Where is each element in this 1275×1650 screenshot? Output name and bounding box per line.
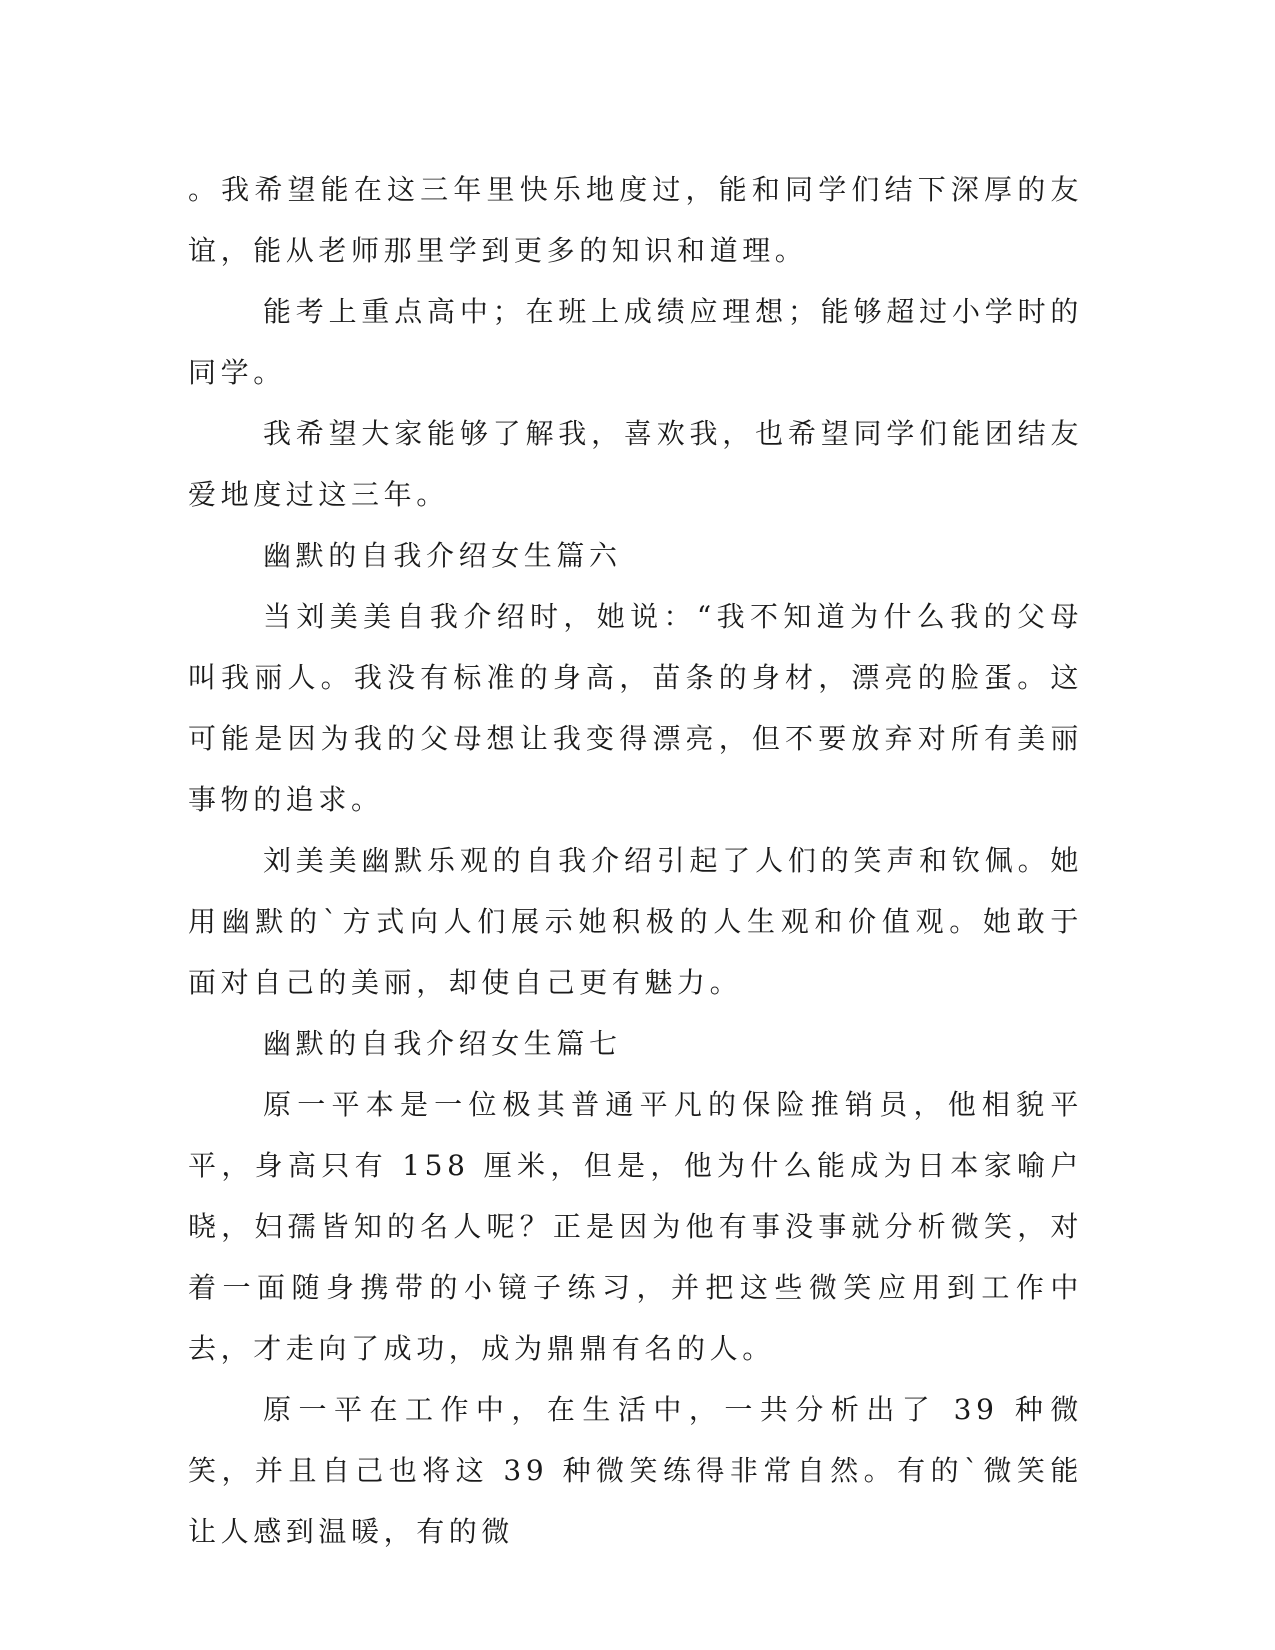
paragraph: 。我希望能在这三年里快乐地度过，能和同学们结下深厚的友谊，能从老师那里学到更多的知识和道理。 bbox=[188, 173, 1083, 267]
section-heading: 幽默的自我介绍女生篇七 bbox=[263, 1027, 622, 1060]
paragraph: 原一平在工作中，在生活中，一共分析出了 39 种微笑，并且自己也将这 39 种微笑练得非常自然。有的`微笑能让人感到温暖，有的微 bbox=[188, 1393, 1083, 1548]
paragraph: 能考上重点高中；在班上成绩应理想；能够超过小学时的同学。 bbox=[188, 295, 1083, 389]
paragraph: 刘美美幽默乐观的自我介绍引起了人们的笑声和钦佩。她用幽默的`方式向人们展示她积极的人生观和价值观。她敢于面对自己的美丽，却使自己更有魅力。 bbox=[188, 844, 1083, 999]
document-body bbox=[188, 159, 1083, 1562]
paragraph: 当刘美美自我介绍时，她说：“我不知道为什么我的父母叫我丽人。我没有标准的身高，苗条的身材，漂亮的脸蛋。这可能是因为我的父母想让我变得漂亮，但不要放弃对所有美丽事物的追求。 bbox=[188, 600, 1083, 816]
section-heading: 幽默的自我介绍女生篇六 bbox=[263, 539, 622, 572]
paragraph: 原一平本是一位极其普通平凡的保险推销员，他相貌平平，身高只有 158 厘米，但是，他为什么能成为日本家喻户晓，妇孺皆知的名人呢？正是因为他有事没事就分析微笑，对着一面随身携带的小镜子练习，并把这些微笑应用到工作中去，才走向了成功，成为鼎鼎有名的人。 bbox=[188, 1088, 1083, 1365]
paragraph: 我希望大家能够了解我，喜欢我，也希望同学们能团结友爱地度过这三年。 bbox=[188, 417, 1083, 511]
